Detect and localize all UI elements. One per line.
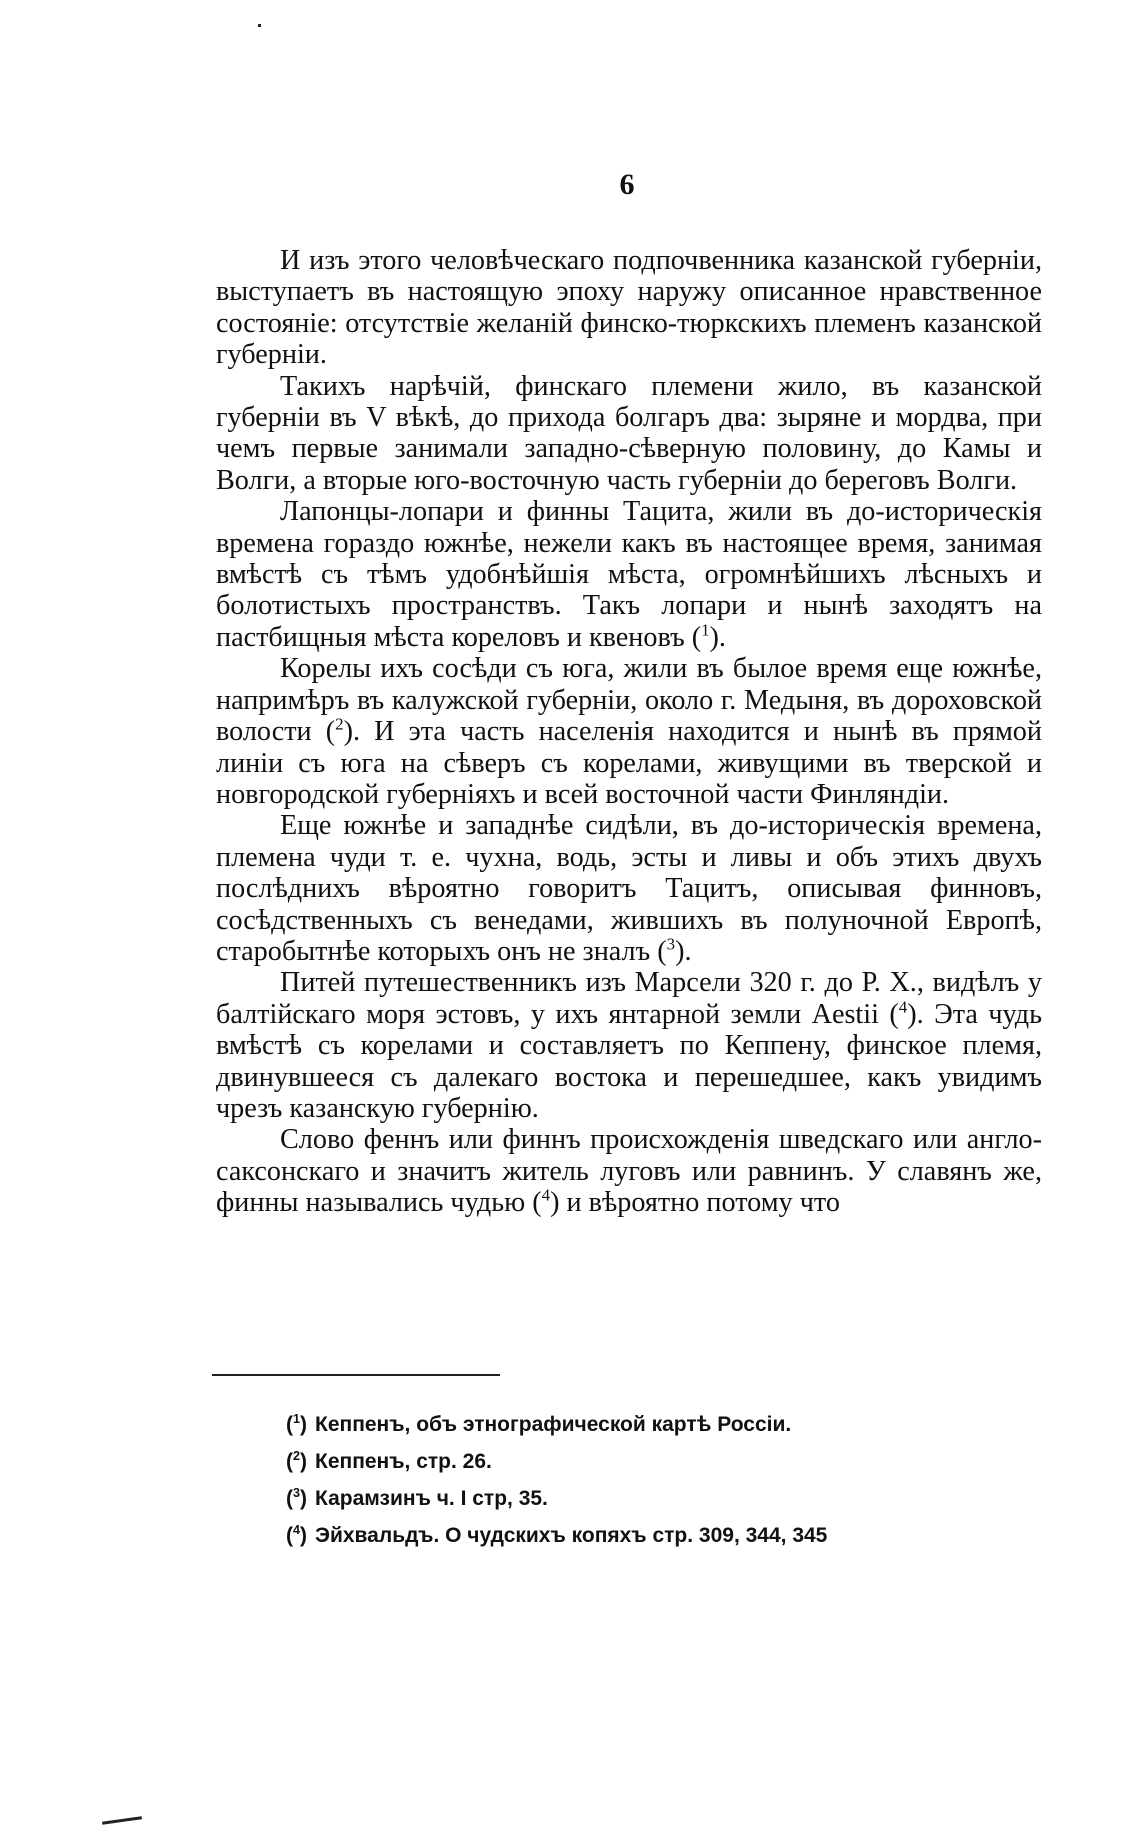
- footnote-mark: ($^1$): [286, 1412, 308, 1436]
- paragraph: [216, 496, 1042, 653]
- footnote-reference: 2: [335, 714, 344, 734]
- paragraph: [216, 653, 1042, 810]
- margin-mark-top: [258, 24, 261, 27]
- paragraph: [216, 967, 1042, 1124]
- text-run: И изъ этого человѣческаго подпочвенника казанской губерніи, выступаетъ въ настоящую эпоху наружу описанное нравственное состояніе: отсутствіе желаній финско-тюркскихъ племенъ казанской губерніи.: [216, 245, 1042, 371]
- text-run: Еще южнѣе и западнѣе сидѣли, въ до-историческія времена, племена чуди т. е. чухна, водь, эсты и ливы и объ этихъ двухъ послѣднихъ вѣроятно говоритъ Тацитъ, описывая финновъ, сосѣдственныхъ съ венедами, жившихъ въ полуночной Европѣ, старобытнѣе которыхъ онъ не зналъ (: [216, 810, 1042, 967]
- footnote-text: Эйхвальдъ. О чудскихъ копяхъ стр. 309, 344, 345: [315, 1524, 828, 1547]
- footnote-reference: 1: [701, 620, 710, 640]
- text-run: Корелы ихъ сосѣди съ юга, жили въ былое время еще южнѣе, напримѣръ въ калужской губерніи, около г. Медыня, въ дороховской волости (: [216, 653, 1042, 748]
- footnote-number: 1: [293, 1412, 301, 1426]
- footnote-reference: 4: [541, 1185, 551, 1205]
- footnote: [286, 1480, 986, 1517]
- body-text: [216, 245, 1042, 1219]
- footnote: [286, 1517, 986, 1554]
- text-run: ).: [675, 935, 692, 967]
- text-run: Слово феннъ или финнъ происхожденія шведскаго или англо-саксонскаго и значитъ житель луговъ или равнинъ. У славянъ же, финны назывались чудью (: [216, 1124, 1042, 1219]
- footnote-text: Карамзинъ ч. I стр, 35.: [315, 1487, 548, 1510]
- text-run: Питей путешественникъ изъ Марсели 320 г. до Р. Х., видѣлъ у балтійскаго моря эстовъ, у ихъ янтарной земли Aestii (: [216, 967, 1042, 1030]
- footnote-mark: ($^2$): [286, 1449, 308, 1473]
- page-number: 6: [619, 168, 635, 201]
- footnote-number: 4: [293, 1523, 301, 1537]
- paragraph: [216, 245, 1042, 371]
- paragraph: [216, 810, 1042, 967]
- footnote-text: Кеппенъ, стр. 26.: [315, 1450, 492, 1473]
- footnote-mark: ($^4$): [286, 1523, 308, 1547]
- paragraph: [216, 371, 1042, 497]
- text-run: ) и вѣроятно потому что: [550, 1187, 840, 1219]
- footnotes: [286, 1406, 986, 1554]
- text-run: Такихъ нарѣчій, финскаго племени жило, въ казанской губерніи въ V вѣкѣ, до прихода болгаръ два: зыряне и мордва, при чемъ первые занимали западно-сѣверную половину, до Камы и Волги, а вторые юго-восточную часть губерніи до береговъ Волги.: [216, 370, 1042, 496]
- footnote-divider: [212, 1374, 500, 1376]
- text-run: ). Эта чудь вмѣстѣ съ корелами и составляетъ по Кеппену, финское племя, двинувшееся съ далекаго востока и перешедшее, какъ увидимъ чрезъ казанскую губернію.: [216, 998, 1043, 1124]
- footnote: [286, 1406, 986, 1443]
- footnote-reference: 3: [666, 934, 676, 954]
- text-run: ).: [709, 621, 726, 653]
- footnote-number: 2: [293, 1449, 301, 1463]
- footnote-text: Кеппенъ, объ этнографической картѣ Россіи.: [315, 1413, 792, 1436]
- paragraph: [216, 1124, 1042, 1218]
- footnote: [286, 1443, 986, 1480]
- text-run: ). И эта часть населенія находится и нынѣ въ прямой линіи съ юга на сѣверъ съ корелами, живущими въ тверской и новгородской губерніяхъ и всей восточной части Финляндіи.: [216, 716, 1042, 810]
- text-run: Лапонцы-лопари и финны Тацита, жили въ до-историческія времена гораздо южнѣе, нежели какъ въ настоящее время, занимая вмѣстѣ съ тѣмъ удобнѣйшія мѣста, огромнѣйшихъ лѣсныхъ и болотистыхъ пространствъ. Такъ лопари и нынѣ заходятъ на пастбищныя мѣста кореловъ и квеновъ (: [216, 496, 1042, 653]
- margin-mark-bottom-left: [102, 1816, 142, 1825]
- footnote-reference: 4: [898, 997, 908, 1017]
- footnote-mark: ($^3$): [286, 1486, 308, 1510]
- footnote-number: 3: [293, 1486, 301, 1500]
